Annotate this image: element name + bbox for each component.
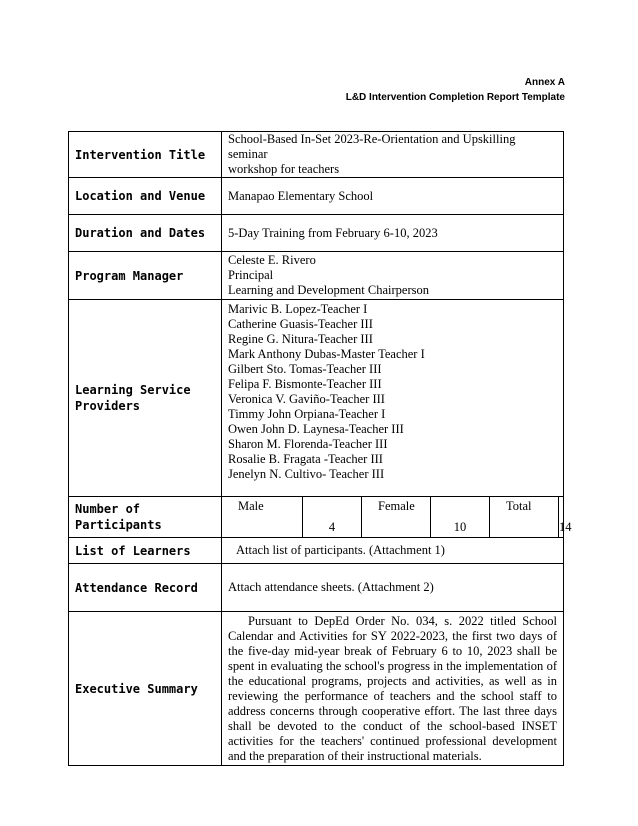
participants-label-line: Number of [75,502,141,516]
provider-item: Catherine Guasis-Teacher III [228,317,373,331]
provider-item: Regine G. Nitura-Teacher III [228,332,373,346]
value-program-manager [222,252,564,300]
intervention-title-line: workshop for teachers [228,162,340,176]
provider-item: Sharon M. Florenda-Teacher III [228,437,388,451]
value-service-providers [222,300,564,497]
label-attendance: Attendance Record [69,564,222,612]
label-list-of-learners: List of Learners [69,538,222,564]
label-service-providers [69,300,222,497]
provider-item: Jenelyn N. Cultivo- Teacher III [228,467,385,481]
female-count: 10 [431,497,490,537]
value-list-of-learners: Attach list of participants. (Attachment 1) [222,538,564,564]
label-location: Location and Venue [69,178,222,215]
provider-item: Owen John D. Laynesa-Teacher III [228,422,404,436]
label-duration: Duration and Dates [69,215,222,252]
document-header [346,75,565,105]
value-attendance: Attach attendance sheets. (Attachment 2) [222,564,564,612]
provider-item: Gilbert Sto. Tomas-Teacher III [228,362,382,376]
row-location [69,178,564,215]
row-attendance [69,564,564,612]
row-intervention-title [69,132,564,178]
label-program-manager: Program Manager [69,252,222,300]
row-list-of-learners [69,538,564,564]
program-manager-line: Principal [228,268,274,282]
male-count: 4 [303,497,362,537]
row-executive-summary [69,612,564,766]
provider-item: Marivic B. Lopez-Teacher I [228,302,368,316]
provider-item: Veronica V. Gaviño-Teacher III [228,392,385,406]
report-form-table [68,131,572,766]
male-label: Male [238,499,264,513]
total-label: Total [490,497,559,537]
provider-item: Rosalie B. Fragata -Teacher III [228,452,383,466]
participants-label-line: Participants [75,518,162,532]
provider-item: Mark Anthony Dubas-Master Teacher I [228,347,425,361]
providers-label-line: Providers [75,399,141,413]
row-participants [69,497,564,538]
total-count: 14 [559,497,564,537]
summary-text: Pursuant to DepEd Order No. 034, s. 2022 titled School Calendar and Activities for SY 2022-2023, the first two days of the five-day mid-year break of February 6 to 10, 2023 shall be spent in evaluating the school's progress in the implementation of the educational programs, projects and activities, as well as in reviewing the performance of teachers and the school staff to address concerns through cooperative effort. The last three days shall be devoted to the conduct of the school-based INSET activities for the teachers' continued professional development and the preparation of their instructional materials. [228,614,557,763]
value-location: Manapao Elementary School [222,178,564,215]
report-title: L&D Intervention Completion Report Template [345,92,565,103]
row-service-providers [69,300,564,497]
program-manager-line: Celeste E. Rivero [228,253,316,267]
row-duration [69,215,564,252]
value-executive-summary [222,612,564,766]
row-program-manager [69,252,564,300]
participants-breakdown [222,497,572,537]
providers-label-line: Learning Service [75,383,191,397]
intervention-title-line: School-Based In-Set 2023-Re-Orientation and Upskilling seminar [228,132,516,161]
value-intervention-title [222,132,564,178]
female-label: Female [362,497,431,537]
program-manager-line: Learning and Development Chairperson [228,283,429,297]
value-duration: 5-Day Training from February 6-10, 2023 [222,215,564,252]
annex-label: Annex A [524,77,565,88]
label-executive-summary: Executive Summary [69,612,222,766]
label-participants [69,497,222,538]
provider-item: Felipa F. Bismonte-Teacher III [228,377,382,391]
label-intervention-title: Intervention Title [69,132,222,178]
value-participants [222,497,572,538]
provider-item: Timmy John Orpiana-Teacher I [228,407,386,421]
